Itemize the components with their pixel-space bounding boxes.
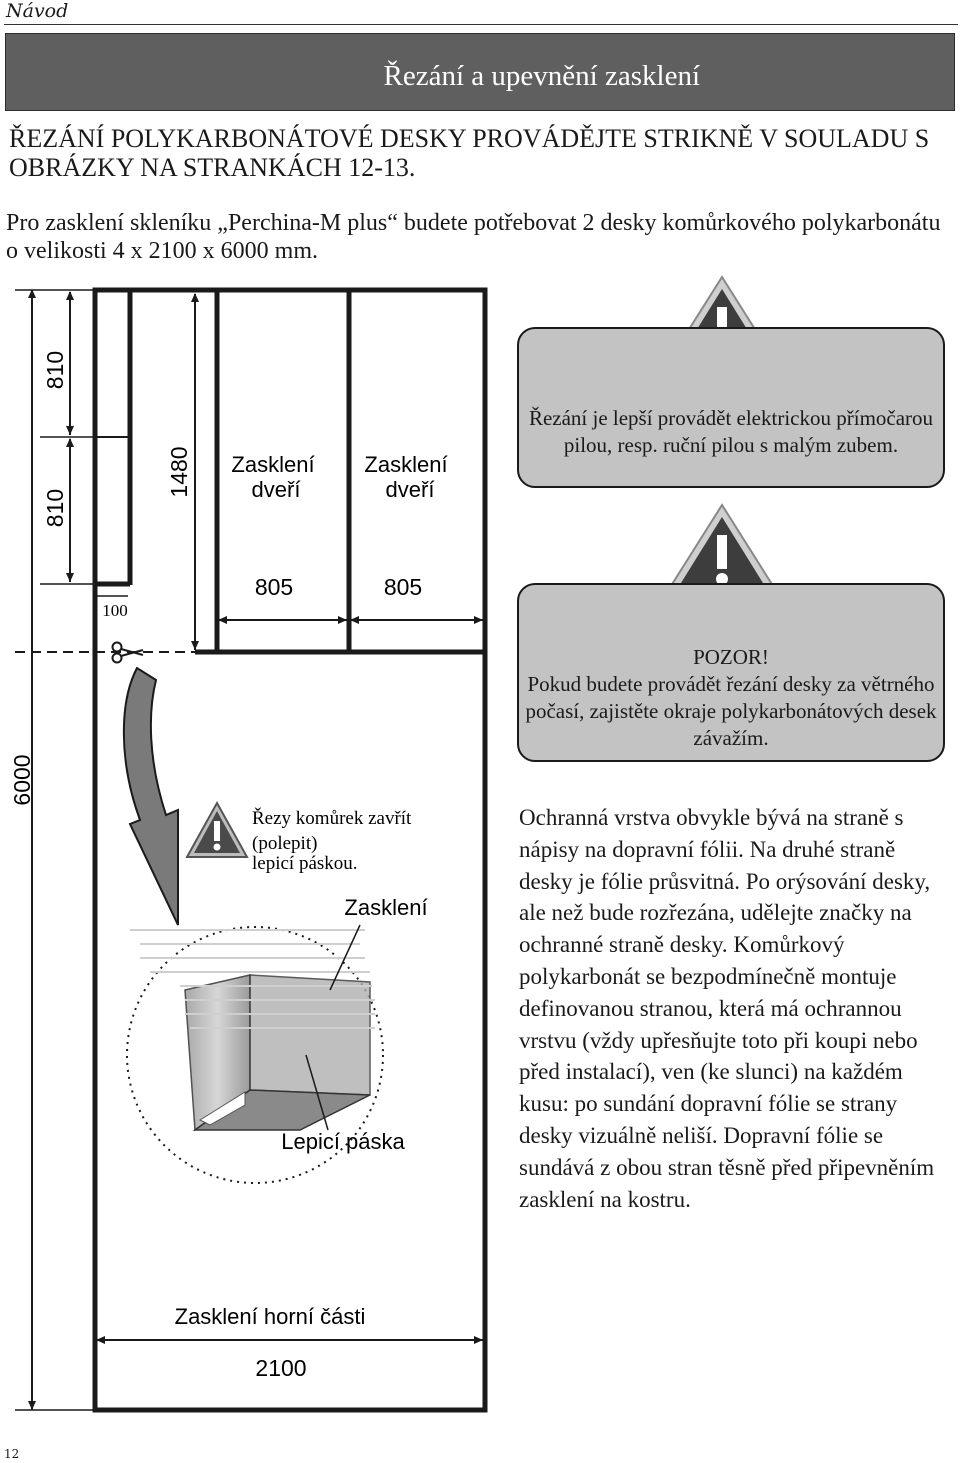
warning-box-wind: [517, 583, 945, 762]
section-label: Návod: [6, 0, 69, 22]
curved-arrow-icon: [124, 668, 178, 925]
dim-805-right: 805: [383, 574, 423, 600]
protective-layer-text: Ochranná vrstva obvykle bývá na straně s nápisy na dopravní fólii. Na druhé straně desky je fólie průsvitná. Po orýsování desky, ale než bude rozřezána, udělejte značky na ochranné straně desky. Komůrkový polykarbonát se bezpodmínečně montuje definovanou stranou, která má ochrannou vrstvu (vždy upřesňujte toto při koupi nebo před instalací), ven (ke slunci) na každém kusu: po sundání dopravní fólie se strany desky vizuálně neliší. Dopravní fólie se sundává z obou stran těsně před připevněním zasklení na kostru.: [519, 805, 935, 1212]
tube-detail: [130, 925, 375, 1130]
warning-triangle-icon-small: [187, 803, 247, 857]
tape-label: Lepicí páska: [281, 1129, 405, 1154]
dim-810-top: 810: [42, 350, 69, 390]
warning-heading: POZOR!: [693, 644, 769, 669]
page-number: 12: [4, 1447, 20, 1461]
dim-100: 100: [102, 601, 128, 620]
warning-text-wind: Pokud budete provádět řezání desky za větrného počasí, zajistěte okraje polykarbonátových desek závažím.: [525, 671, 937, 750]
warning-text-cutting: Řezání je lepší provádět elektrickou přímočarou pilou, resp. ruční pilou s malým zubem.: [528, 405, 934, 457]
dim-1480: 1480: [166, 446, 193, 498]
door-right-label-2: dveří: [385, 477, 435, 502]
note-line-1: Řezy komůrek zavřít: [252, 808, 412, 829]
warning-box-cutting: [517, 327, 945, 488]
door-right-label-1: Zasklení: [364, 452, 448, 477]
page-title: Řezání a upevnění zasklení: [383, 60, 700, 92]
dim-810-bottom: 810: [42, 488, 69, 528]
door-left-label-1: Zasklení: [231, 452, 315, 477]
material-requirement: Pro zasklení skleníku „Perchina-M plus“ budete potřebovat 2 desky komůrkového polykarbonátu o velikosti 4 x 2100 x 6000 mm.: [6, 210, 941, 264]
note-line-2: (polepit): [252, 833, 318, 854]
door-left-label-2: dveří: [251, 477, 301, 502]
note-line-3: lepicí páskou.: [252, 853, 358, 874]
top-part-label: Zasklení horní části: [174, 1304, 366, 1329]
dim-2100: 2100: [255, 1355, 307, 1381]
glazing-label: Zasklení: [344, 895, 428, 920]
dim-805-left: 805: [254, 574, 294, 600]
dim-6000: 6000: [9, 754, 36, 806]
cutting-instruction: ŘEZÁNÍ POLYKARBONÁTOVÉ DESKY PROVÁDĚJTE STRIKNĚ V SOULADU S OBRÁZKY NA STRANKÁCH 12-13.: [9, 124, 930, 182]
